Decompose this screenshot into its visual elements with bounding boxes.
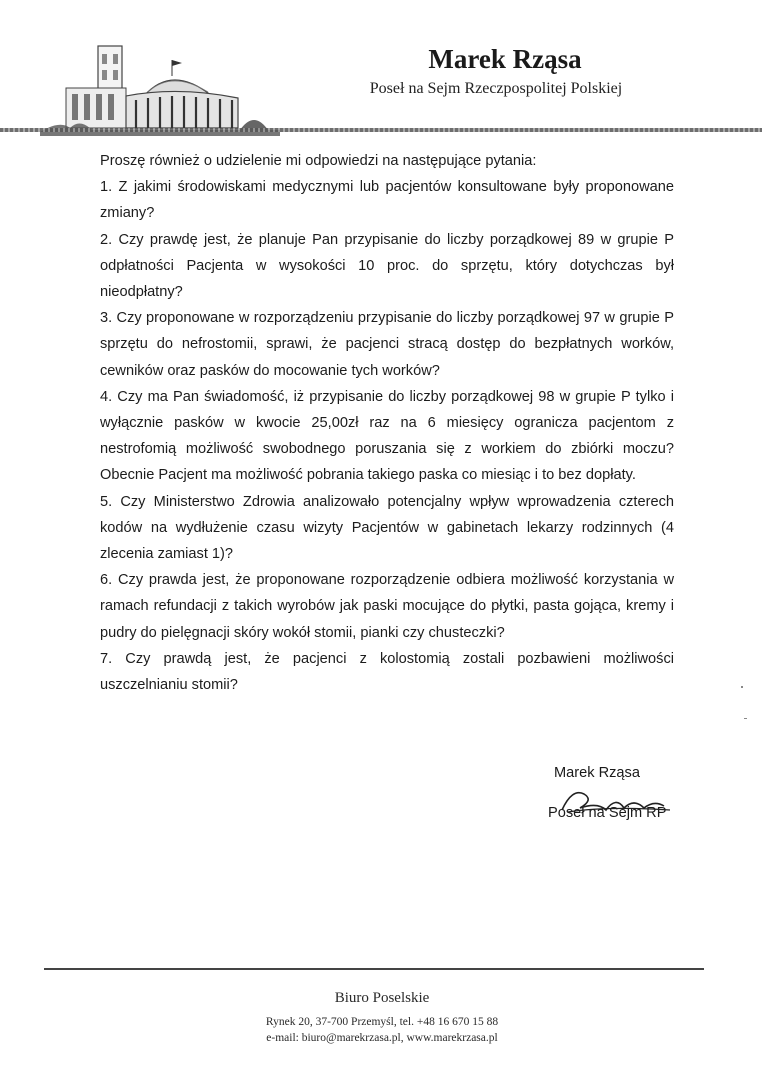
question-2: 2. Czy prawdę jest, że planuje Pan przypisanie do liczby porządkowej 89 w grupie P odpłatności Pacjenta w wysokości 10 proc. do sprzętu, który dotychczas był nieodpłatny? [100,231,674,301]
scan-speck [744,718,747,719]
question-5: 5. Czy Ministerstwo Zdrowia analizowało potencjalny wpływ wprowadzenia czterech kodów na wydłużenie czasu wizyty Pacjentów w gabinetach lekarzy rodzinnych (4 zlecenia zamiast 1)? [100,493,674,563]
signature-role: Poseł na Sejm RP [548,805,667,821]
letterhead [0,0,764,150]
handwritten-signature [558,780,678,820]
intro-text: Proszę również o udzielenie mi odpowiedzi na następujące pytania: [100,153,537,169]
question-1: 1. Z jakimi środowiskami medycznymi lub pacjentów konsultowane były proponowane zmiany? [100,179,674,222]
scan-speck [741,686,743,688]
office-address: Rynek 20, 37-700 Przemyśl, tel. +48 16 670 15 88 [265,1016,499,1028]
question-7: 7. Czy prawdą jest, że pacjenci z kolostomią zostali pozbawieni możliwości uszczelnianiu stomii? [100,650,674,694]
header-divider [0,128,762,132]
letter-body [100,148,674,698]
footer-divider [44,968,704,970]
mp-name-title: Marek Rząsa [428,44,582,74]
question-3: 3. Czy proponowane w rozporządzeniu przypisanie do liczby porządkowej 97 w grupie P sprzętu do nefrostomii, sprawi, że pacjenci stracą dostęp do bezpłatnych worków, cewników oraz pasków do mocowanie tych worków? [100,310,674,379]
question-4: 4. Czy ma Pan świadomość, iż przypisanie do liczby porządkowej 98 w grupie P tylko i wyłącznie pasków w kwocie 25,00zł raz na 6 miesięcy ogranicza pacjentom z nestrofomią możliwość swobodnego poruszania się z workiem do zbiórki moczu? Obecnie Pacjent ma możliwość pobrania takiego paska co miesiąc i to bez dopłaty. [100,388,674,484]
mp-subtitle: Poseł na Sejm Rzeczpospolitej Polskiej [369,80,623,97]
sejm-building-logo [40,40,280,140]
office-title: Biuro Poselskie [334,990,430,1006]
office-contact: e-mail: biuro@marekrzasa.pl, www.marekrzasa.pl [266,1032,498,1044]
office-footer [0,988,764,1046]
question-6: 6. Czy prawda jest, że proponowane rozporządzenie odbiera możliwość korzystania w ramach refundacji z takich wyrobów jak paski mocujące do płytki, pasta gojąca, kremy i pudry do pielęgnacji skóry wokół stomii, pianki czy chusteczki? [100,572,674,641]
signature-name: Marek Rząsa [554,765,640,781]
